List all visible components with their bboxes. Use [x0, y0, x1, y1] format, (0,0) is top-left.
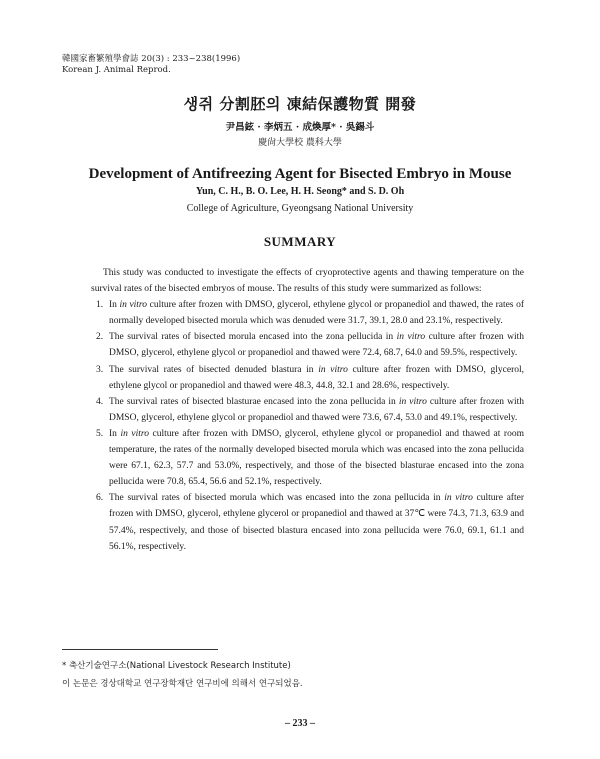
korean-affiliation: 慶尙大學校 農科大學	[258, 138, 342, 148]
result-item	[91, 490, 524, 554]
footnote-divider	[62, 649, 218, 650]
journal-line-english: Korean J. Animal Reprod.	[62, 65, 171, 75]
result-number: 4.	[96, 396, 104, 407]
result-number: 5.	[96, 428, 104, 439]
result-number: 2.	[96, 332, 104, 343]
result-text: The survival rates of bisected denuded blastura in in vitro culture after frozen with DMSO, glycerol, ethylene glycol or propanediol and thawed were 48.3, 44.8, 32.1 and 28.6%, respectively.	[109, 364, 524, 391]
journal-line-korean: 韓國家畜繁殖學會誌 20(3) : 233~238(1996)	[62, 54, 241, 64]
summary-intro: This study was conducted to investigate the effects of cryoprotective agents and thawing temperature on the survival rates of the bisected embryos of mouse. The results of this study were summarized as follows:	[91, 268, 524, 295]
result-text: The survival rates of bisected morula encased into the zona pellucida in in vitro culture after frozen with DMSO, glycerol, ethylene glycol or propanediol and thawed were 72.4, 68.7, 64.0 and 59.5%, respectively.	[109, 332, 524, 359]
footnote-funding: 이 논문은 경상대학교 연구장학재단 연구비에 의해서 연구되었음.	[62, 679, 303, 689]
result-item	[91, 329, 524, 361]
result-number: 6.	[96, 493, 104, 504]
results-list	[91, 297, 524, 555]
footnote-institute: * 축산기술연구소(National Livestock Research Institute)	[62, 661, 291, 671]
result-item	[91, 394, 524, 426]
english-authors: Yun, C. H., B. O. Lee, H. H. Seong* and S. D. Oh	[195, 186, 405, 197]
summary-heading: SUMMARY	[263, 234, 337, 249]
page-number: – 233 –	[285, 718, 315, 729]
result-number: 3.	[96, 364, 104, 375]
result-text: The survival rates of bisected blasturae encased into the zona pellucida in in vitro culture after frozen with DMSO, glycerol, ethylene glycol or propanediol and thawed were 73.6, 67.4, 53.0 and 49.1%, respectively.	[109, 396, 524, 423]
korean-authors: 尹昌鉉 · 李炳五 · 成煥厚* · 吳錫斗	[225, 122, 375, 133]
result-item	[91, 426, 524, 490]
result-item	[91, 362, 524, 394]
english-affiliation: College of Agriculture, Gyeongsang National University	[186, 203, 414, 214]
english-title: Development of Antifreezing Agent for Bisected Embryo in Mouse	[88, 166, 512, 182]
result-text: The survival rates of bisected morula which was encased into the zona pellucida in in vitro culture after frozen with DMSO, glycerol, ethylene glycerol or propanediol and thawed at 37℃ were 74.3, 71.3, 63.9 and 57.4%, respectively, and those of bisected blastura encased into zona pellucida were 76.0, 69.1, 61.1 and 56.1%, respectively.	[109, 493, 524, 552]
result-item	[91, 297, 524, 329]
result-text: In in vitro culture after frozen with DMSO, glycerol, ethylene glycol or propanediol and thawed at room temperature, the rates of the normally developed bisected morula which was encased into the zona pellucida were 67.1, 62.3, 57.7 and 53.0%, respectively, and those of the bisected blasturae encased into the zona pellucida were 70.8, 65.4, 56.6 and 52.1%, respectively.	[109, 428, 524, 488]
result-text: In in vitro culture after frozen with DMSO, glycerol, ethylene glycol or propanediol and thawed, the rates of normally developed bisected morula which was denuded were 31.7, 39.1, 28.0 and 23.1%, respectively.	[109, 300, 524, 327]
summary-body	[91, 265, 524, 555]
result-number: 1.	[96, 300, 104, 311]
korean-title: 생쥐 分割胚의 凍結保護物質 開發	[183, 95, 417, 113]
journal-citation	[62, 54, 240, 76]
